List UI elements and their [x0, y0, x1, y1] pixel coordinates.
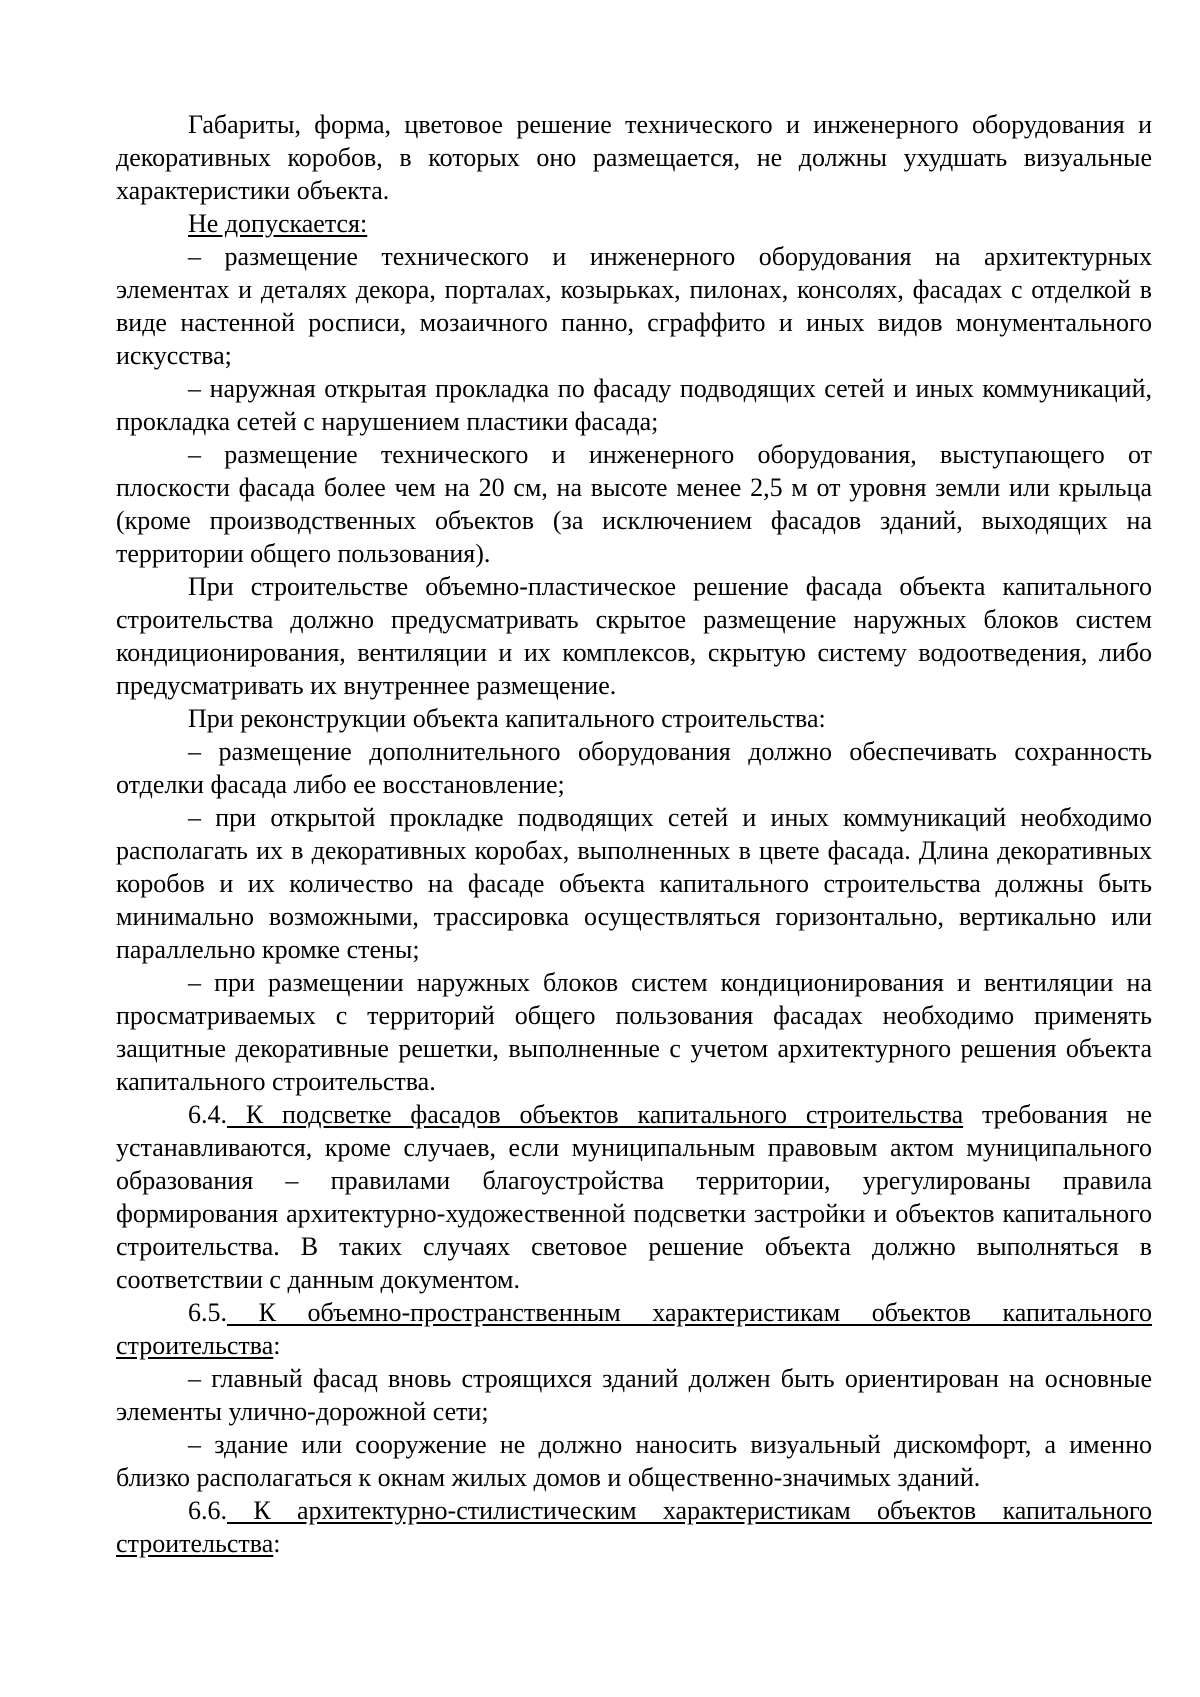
paragraph-text: – при размещении наружных блоков систем кондиционирования и вентиляции на просматриваемых с территорий общего пользования фасадах необходимо применять защитные декоративные решетки, выполненные с учетом архитектурного решения объекта капитального строительства. — [116, 968, 1152, 1096]
paragraph-text: : — [273, 1529, 281, 1558]
section-6-6 — [116, 1494, 1152, 1560]
underlined-heading: Не допускается: — [188, 209, 368, 238]
list-item — [116, 240, 1152, 372]
paragraph-text: : — [273, 1331, 281, 1360]
paragraph-text: – здание или сооружение не должно наносить визуальный дискомфорт, а именно близко располагаться к окнам жилых домов и общественно-значимых зданий. — [116, 1430, 1152, 1492]
list-item — [116, 1362, 1152, 1428]
section-number: 6.4. — [188, 1100, 227, 1129]
section-number: 6.5. — [188, 1298, 227, 1327]
paragraph-text: – при открытой прокладке подводящих сетей и иных коммуникаций необходимо располагать их в декоративных коробах, выполненных в цвете фасада. Длина декоративных коробов и их количество на фасаде объекта капитального строительства должны быть минимально возможными, трассировка осуществляться горизонтально, вертикально или параллельно кромке стены; — [116, 803, 1152, 964]
paragraph-text: Габариты, форма, цветовое решение технического и инженерного оборудования и декоративных коробов, в которых оно размещается, не должны ухудшать визуальные характеристики объекта. — [116, 110, 1152, 205]
list-item — [116, 1428, 1152, 1494]
paragraph — [116, 702, 1152, 735]
list-item — [116, 801, 1152, 966]
paragraph-text: – размещение дополнительного оборудования должно обеспечивать сохранность отделки фасада либо ее восстановление; — [116, 737, 1152, 799]
paragraph-text: При строительстве объемно-пластическое решение фасада объекта капитального строительства должно предусматривать скрытое размещение наружных блоков систем кондиционирования, вентиляции и их комплексов, скрытую систему водоотведения, либо предусматривать их внутреннее размещение. — [116, 572, 1152, 700]
document-page — [116, 108, 1152, 1560]
section-heading: К объемно-пространственным характеристикам объектов капитального строительства — [116, 1298, 1152, 1360]
section-6-4 — [116, 1098, 1152, 1296]
paragraph-text: требования не устанавливаются, кроме случаев, если муниципальным правовым актом муниципального образования – правилами благоустройства территории, урегулированы правила формирования архитектурно-художественной подсветки застройки и объектов капитального строительства. В таких случаях световое решение объекта должно выполняться в соответствии с данным документом. — [116, 1100, 1152, 1294]
paragraph — [116, 207, 1152, 240]
section-heading: К архитектурно-стилистическим характеристикам объектов капитального строительства — [116, 1496, 1152, 1558]
paragraph-text: – размещение технического и инженерного оборудования, выступающего от плоскости фасада более чем на 20 см, на высоте менее 2,5 м от уровня земли или крыльца (кроме производственных объектов (за исключением фасадов зданий, выходящих на территории общего пользования). — [116, 440, 1152, 568]
paragraph-text: – главный фасад вновь строящихся зданий должен быть ориентирован на основные элементы улично-дорожной сети; — [116, 1364, 1152, 1426]
paragraph-text: – наружная открытая прокладка по фасаду подводящих сетей и иных коммуникаций, прокладка сетей с нарушением пластики фасада; — [116, 374, 1152, 436]
section-6-5 — [116, 1296, 1152, 1362]
list-item — [116, 438, 1152, 570]
section-heading: К подсветке фасадов объектов капитального строительства — [227, 1100, 964, 1129]
paragraph-text: При реконструкции объекта капитального строительства: — [188, 704, 826, 733]
section-number: 6.6. — [188, 1496, 227, 1525]
paragraph-text: – размещение технического и инженерного оборудования на архитектурных элементах и деталях декора, порталах, козырьках, пилонах, консолях, фасадах с отделкой в виде настенной росписи, мозаичного панно, сграффито и иных видов монументального искусства; — [116, 242, 1152, 370]
paragraph — [116, 108, 1152, 207]
list-item — [116, 735, 1152, 801]
list-item — [116, 966, 1152, 1098]
list-item — [116, 372, 1152, 438]
paragraph — [116, 570, 1152, 702]
